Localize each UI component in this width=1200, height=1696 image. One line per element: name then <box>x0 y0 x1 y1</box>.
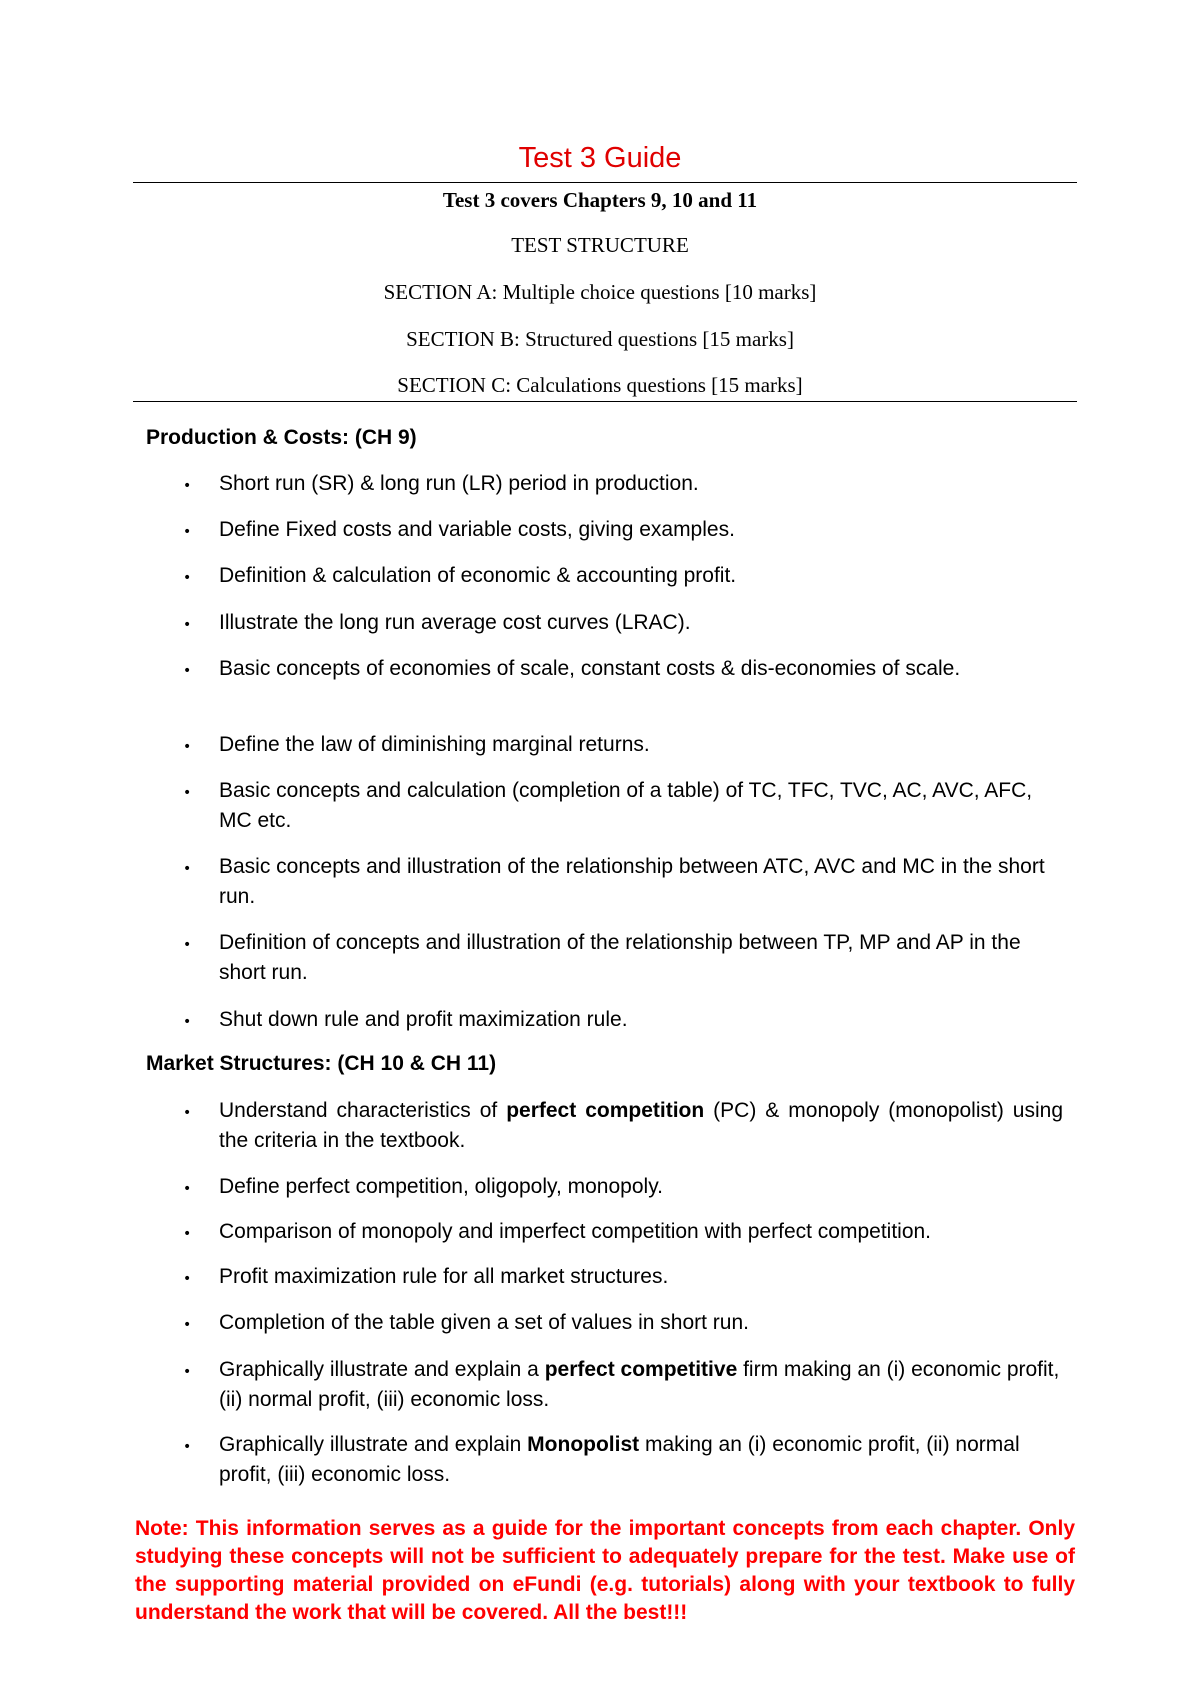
bullet: • <box>183 1014 192 1030</box>
list-item-text: Definition of concepts and illustration of the relationship between TP, MP and AP in the short run. <box>219 931 1021 984</box>
list-item-text: Basic concepts and calculation (completion of a table) of TC, TFC, TVC, AC, AVC, AFC, MC etc. <box>219 779 1033 832</box>
bullet: • <box>183 1105 192 1121</box>
test-structure-label: TEST STRUCTURE <box>511 233 689 257</box>
list-item-text: Define perfect competition, oligopoly, monopoly. <box>219 1175 663 1198</box>
section-a: SECTION A: Multiple choice questions [10 marks] <box>383 280 817 304</box>
list-item-text: Comparison of monopoly and imperfect competition with perfect competition. <box>219 1220 932 1243</box>
bullet: • <box>183 1181 192 1197</box>
bullet: • <box>183 1226 192 1242</box>
title-divider <box>133 182 1077 183</box>
bullet: • <box>183 1317 192 1333</box>
chapters-covered: Test 3 covers Chapters 9, 10 and 11 <box>442 188 758 212</box>
structure-divider <box>133 401 1077 402</box>
bullet: • <box>183 861 192 877</box>
section-c: SECTION C: Calculations questions [15 marks] <box>397 373 803 397</box>
list-item-text: Basic concepts of economies of scale, constant costs & dis-economies of scale. <box>219 657 961 680</box>
bullet: • <box>183 785 192 801</box>
bullet: • <box>183 478 192 494</box>
list-item-text: Shut down rule and profit maximization rule. <box>219 1008 628 1031</box>
list-item-text: Define Fixed costs and variable costs, giving examples. <box>219 518 735 541</box>
bullet: • <box>183 1364 192 1380</box>
list-item-text: Completion of the table given a set of values in short run. <box>219 1311 749 1334</box>
bullet: • <box>183 937 192 953</box>
list-item-text: Define the law of diminishing marginal returns. <box>219 733 650 756</box>
bullet: • <box>183 617 192 633</box>
list-item-text: Illustrate the long run average cost curves (LRAC). <box>219 611 691 634</box>
list-item-text: Graphically illustrate and explain Monopolist making an (i) economic profit, (ii) normal profit, (iii) economic loss. <box>219 1433 1020 1486</box>
market-heading: Market Structures: (CH 10 & CH 11) <box>146 1052 497 1075</box>
list-item-text: Definition & calculation of economic & accounting profit. <box>219 564 737 587</box>
bullet: • <box>183 739 192 755</box>
note-paragraph: Note: This information serves as a guide for the important concepts from each chapter. Only studying these concepts will not be sufficient to adequately prepare for the test. Make use of the supporting material provided on eFundi (e.g. tutorials) along with your textbook to fully understand the work that will be covered. All the best!!! <box>135 1517 1075 1624</box>
bullet: • <box>183 570 192 586</box>
list-item-text: Understand characteristics of perfect competition (PC) & monopoly (monopolist) using the criteria in the textbook. <box>219 1099 1064 1152</box>
bullet: • <box>183 1271 192 1287</box>
page-title: Test 3 Guide <box>518 142 682 174</box>
list-item-text: Profit maximization rule for all market structures. <box>219 1265 669 1288</box>
bullet: • <box>183 524 192 540</box>
production-heading: Production & Costs: (CH 9) <box>146 426 417 449</box>
bullet: • <box>183 1439 192 1455</box>
list-item-text: Graphically illustrate and explain a perfect competitive firm making an (i) economic profit, (ii) normal profit, (iii) economic loss. <box>219 1358 1060 1411</box>
bullet: • <box>183 663 192 679</box>
list-item-text: Short run (SR) & long run (LR) period in production. <box>219 472 699 495</box>
list-item-text: Basic concepts and illustration of the relationship between ATC, AVC and MC in the short run. <box>219 855 1045 908</box>
section-b: SECTION B: Structured questions [15 marks] <box>406 327 794 351</box>
